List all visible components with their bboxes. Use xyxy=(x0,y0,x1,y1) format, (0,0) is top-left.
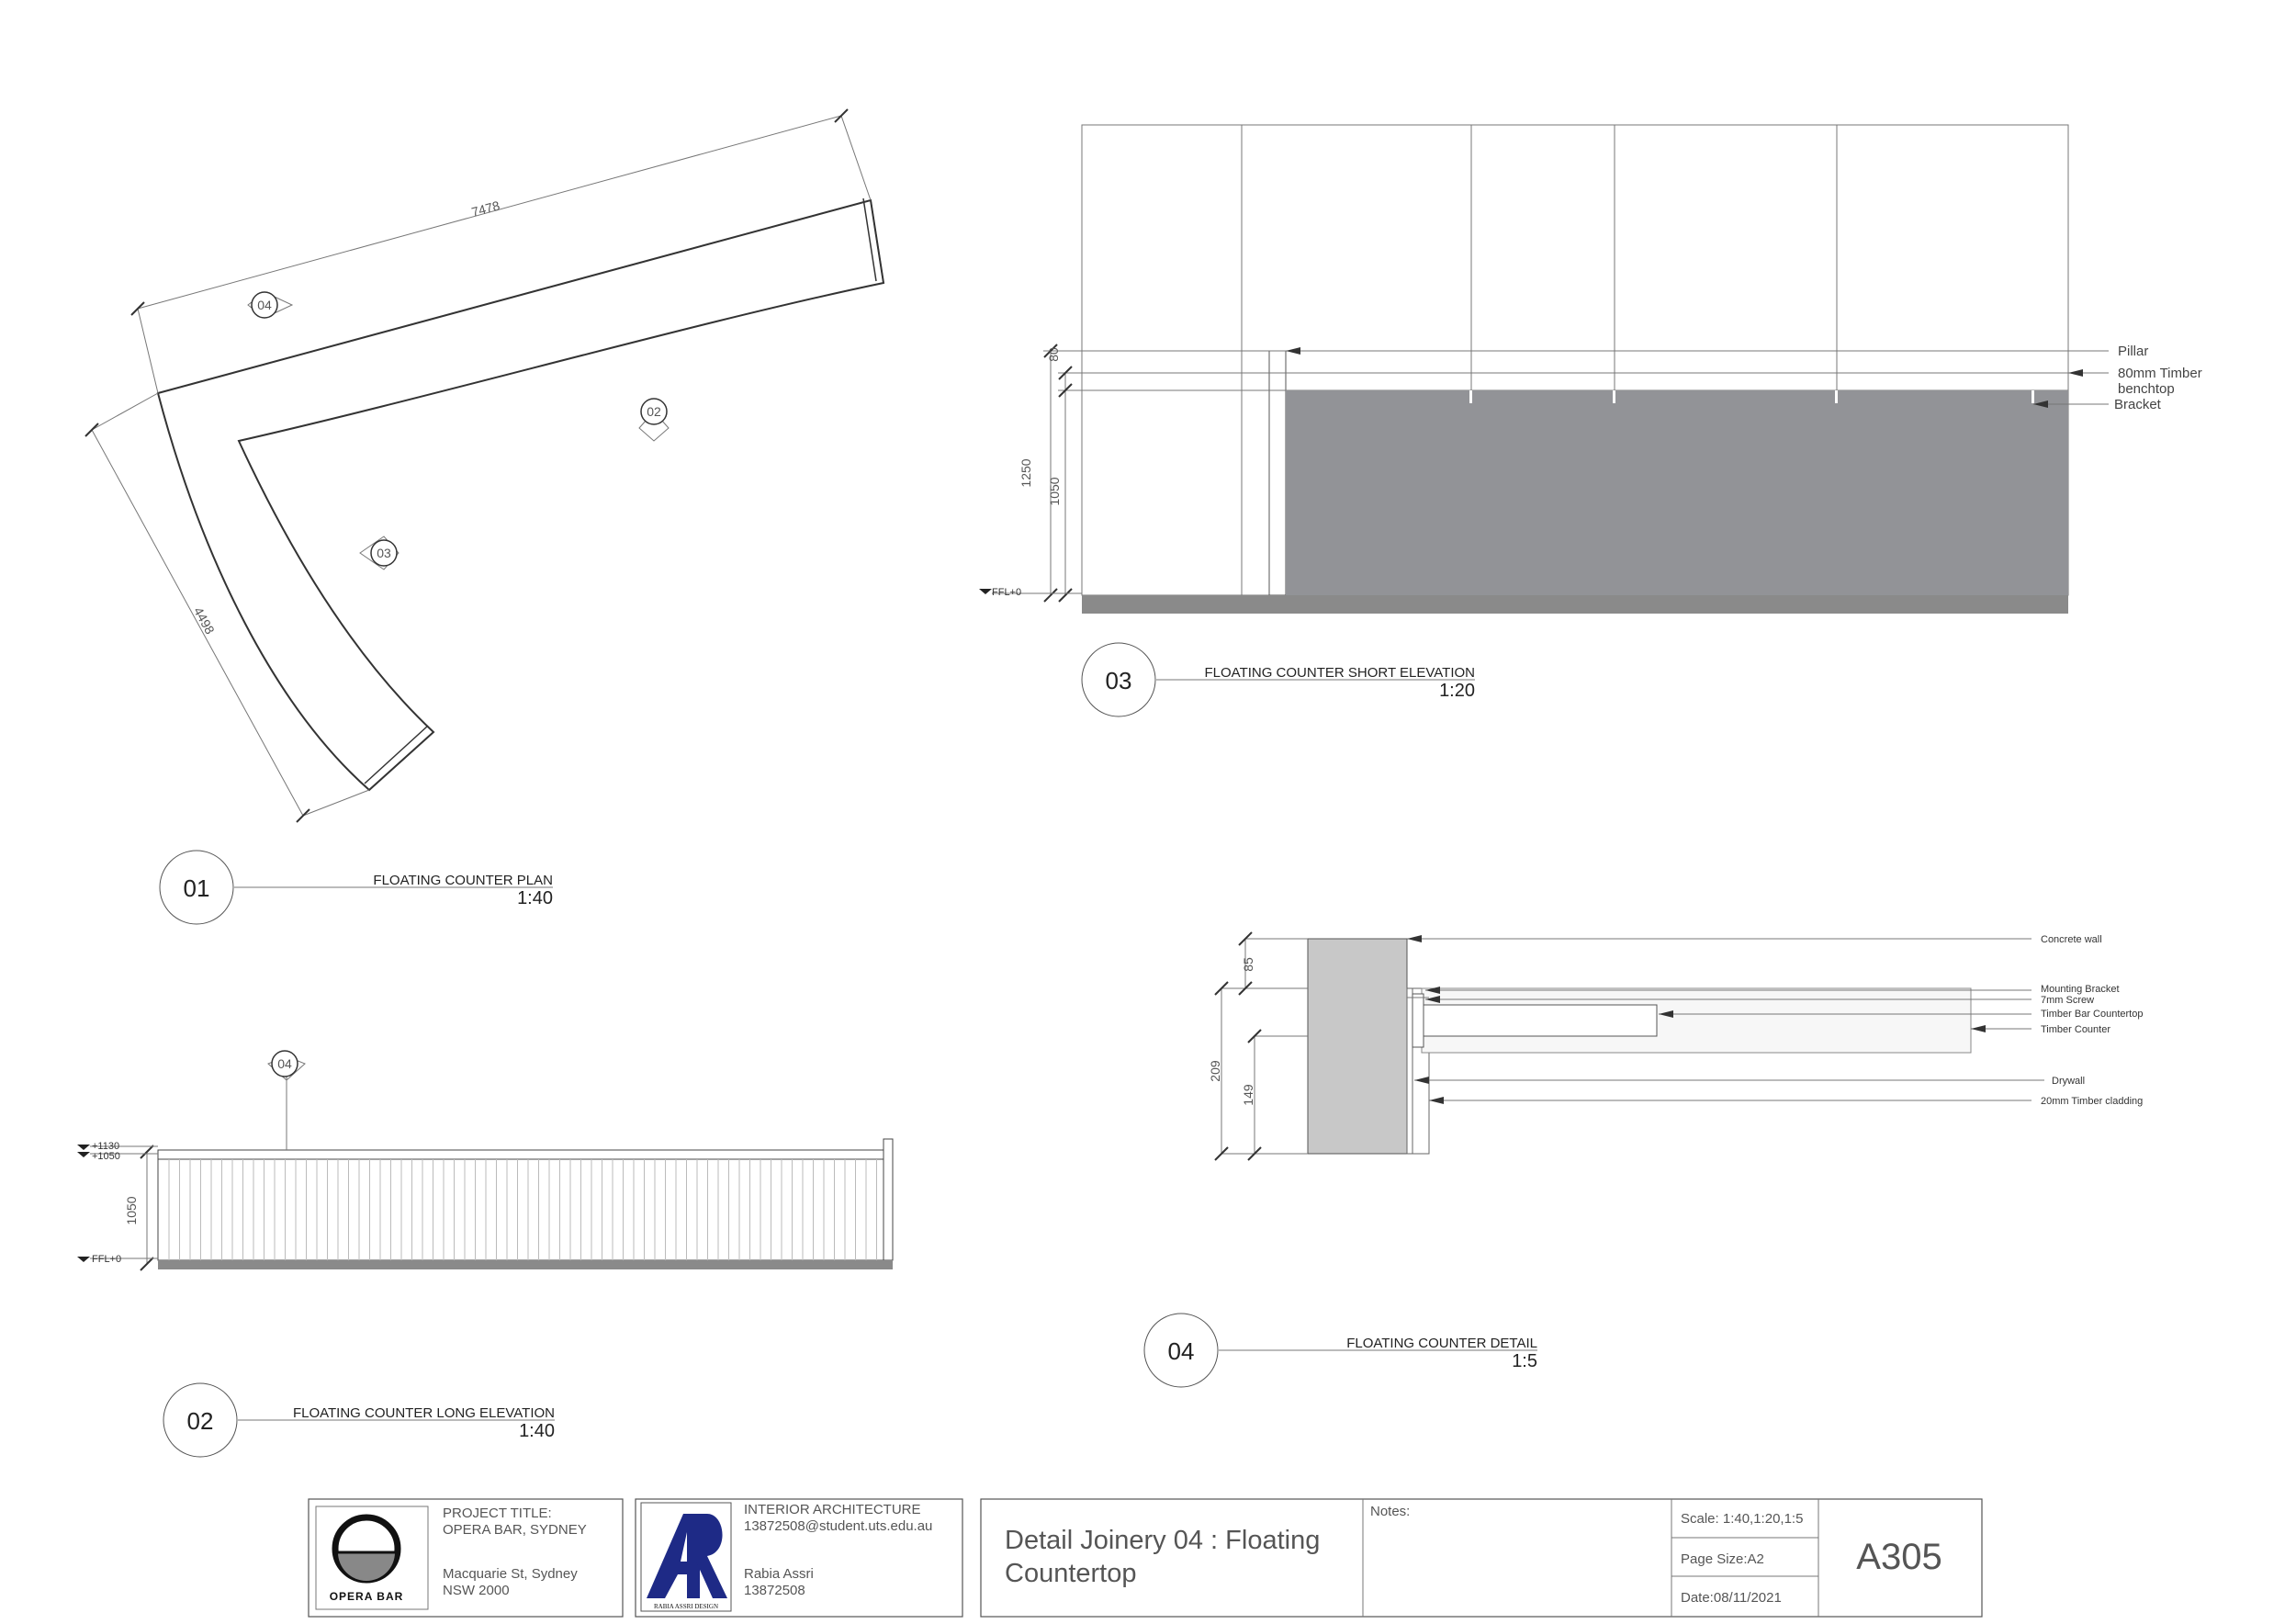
short-elev-dim-1250: 1250 xyxy=(1019,458,1033,488)
long-elev-dim-height: 1050 xyxy=(124,1196,139,1225)
sheet-title-block xyxy=(309,1499,1982,1617)
long-elev-floor xyxy=(158,1260,893,1269)
detail-title: FLOATING COUNTER DETAIL xyxy=(1346,1336,1537,1351)
short-elev-floor xyxy=(1082,595,2068,614)
detail-view xyxy=(1144,932,2143,1387)
opera-bar-logo-text: OPERA BAR xyxy=(329,1590,404,1603)
sheet-number: A305 xyxy=(1856,1537,1942,1577)
designer-logo-text: RABIA ASSRI DESIGN xyxy=(653,1603,719,1610)
short-elev-label-pillar: Pillar xyxy=(2118,344,2149,359)
notes-label: Notes: xyxy=(1370,1504,1411,1519)
page-size-info: Page Size:A2 xyxy=(1681,1551,1764,1567)
address-line-2: NSW 2000 xyxy=(443,1583,510,1598)
detail-dim-85: 85 xyxy=(1241,957,1255,972)
long-elev-title: FLOATING COUNTER LONG ELEVATION xyxy=(292,1405,555,1421)
svg-text:FFL+0: FFL+0 xyxy=(992,587,1022,598)
drawing-title-line-1: Detail Joinery 04 : Floating xyxy=(1005,1526,1321,1555)
short-elev-title: FLOATING COUNTER SHORT ELEVATION xyxy=(1204,665,1475,681)
long-elev-counter xyxy=(158,1150,893,1260)
plan-scale: 1:40 xyxy=(517,888,553,908)
short-elev-counter-body xyxy=(1286,390,2068,595)
detail-label-drywall: Drywall xyxy=(2052,1076,2086,1087)
svg-text:04: 04 xyxy=(277,1056,292,1071)
short-elev-bubble: 03 xyxy=(1105,667,1132,694)
svg-text:02: 02 xyxy=(647,404,661,419)
short-elev-label-benchtop-1: 80mm Timber xyxy=(2118,366,2202,381)
short-elev-dim-80: 80 xyxy=(1046,347,1061,362)
plan-view xyxy=(85,109,884,924)
svg-text:03: 03 xyxy=(377,546,391,560)
svg-text:04: 04 xyxy=(257,298,272,312)
project-label: PROJECT TITLE: xyxy=(443,1506,552,1521)
course: INTERIOR ARCHITECTURE xyxy=(744,1502,921,1517)
long-elev-level-markers xyxy=(77,1141,158,1265)
short-elev-scale: 1:20 xyxy=(1439,681,1475,701)
short-elev-pillar xyxy=(1269,351,1286,595)
long-elev-bubble: 02 xyxy=(186,1407,214,1435)
info-panel xyxy=(981,1499,1982,1617)
plan-counter-outline xyxy=(158,200,884,790)
short-elev-label-benchtop-2: benchtop xyxy=(2118,381,2175,397)
date-info: Date:08/11/2021 xyxy=(1681,1590,1782,1606)
detail-label-mounting: Mounting Bracket xyxy=(2041,984,2120,995)
long-elev-title-block xyxy=(163,1383,555,1457)
plan-title: FLOATING COUNTER PLAN xyxy=(373,873,553,888)
detail-dim-149: 149 xyxy=(1241,1084,1255,1106)
author: Rabia Assri xyxy=(744,1566,814,1582)
long-elev-scale: 1:40 xyxy=(519,1421,555,1441)
address-line-1: Macquarie St, Sydney xyxy=(443,1566,578,1582)
plan-dim-long: 7478 xyxy=(469,197,501,220)
long-elev-ref-marker-04[interactable] xyxy=(268,1051,305,1080)
drawing-title-line-2: Countertop xyxy=(1005,1559,1137,1588)
plan-title-block xyxy=(160,851,553,924)
detail-drywall xyxy=(1407,988,1412,1154)
short-elev-label-bracket: Bracket xyxy=(2114,397,2161,412)
designer-logo xyxy=(641,1503,731,1611)
detail-dim-209: 209 xyxy=(1208,1060,1222,1082)
plan-ref-marker-04[interactable] xyxy=(248,292,292,318)
detail-label-timber-bar: Timber Bar Countertop xyxy=(2041,1009,2144,1020)
detail-timber-bar-countertop xyxy=(1422,1005,1657,1036)
detail-label-cladding: 20mm Timber cladding xyxy=(2041,1096,2144,1107)
short-elev-title-block xyxy=(1082,643,1475,716)
plan-ref-marker-03[interactable] xyxy=(360,536,399,570)
plan-bubble: 01 xyxy=(183,874,210,902)
detail-bubble: 04 xyxy=(1167,1337,1195,1365)
svg-text:FFL+0: FFL+0 xyxy=(92,1254,122,1265)
plan-ref-marker-02[interactable] xyxy=(639,399,669,441)
short-elevation-view xyxy=(979,125,2202,716)
detail-concrete-wall xyxy=(1308,939,1407,1154)
plan-dim-short: 4498 xyxy=(190,604,218,637)
email: 13872508@student.uts.edu.au xyxy=(744,1518,933,1534)
long-elevation-view xyxy=(77,1051,893,1457)
detail-label-timber-counter: Timber Counter xyxy=(2041,1024,2111,1035)
svg-text:+1050: +1050 xyxy=(92,1151,120,1162)
detail-label-concrete: Concrete wall xyxy=(2041,934,2102,945)
detail-mounting-bracket xyxy=(1412,994,1424,1047)
detail-label-screw: 7mm Screw xyxy=(2041,995,2095,1006)
project-name: OPERA BAR, SYDNEY xyxy=(443,1522,587,1538)
student-id: 13872508 xyxy=(744,1583,805,1598)
short-elev-level-ffl xyxy=(979,587,1082,598)
short-elev-dim-1050: 1050 xyxy=(1047,477,1062,506)
detail-scale: 1:5 xyxy=(1512,1351,1537,1371)
opera-bar-logo xyxy=(330,1517,404,1603)
svg-text:+1130: +1130 xyxy=(92,1141,120,1152)
scale-info: Scale: 1:40,1:20,1:5 xyxy=(1681,1511,1804,1527)
detail-title-block xyxy=(1144,1314,1537,1387)
